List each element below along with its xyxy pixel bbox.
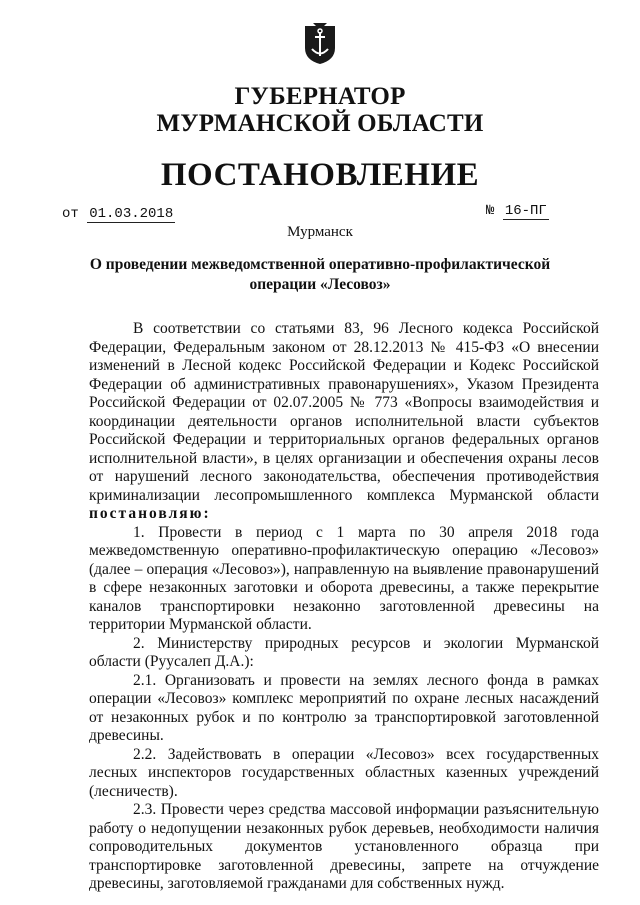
coat-of-arms-icon xyxy=(303,22,337,66)
paragraph-2: 2. Министерству природных ресурсов и экологии Мурманской области (Руусалеп Д.А.): xyxy=(89,634,599,670)
document-type: ПОСТАНОВЛЕНИЕ xyxy=(160,157,480,193)
paragraph-1: 1. Провести в период с 1 марта по 30 апреля 2018 года межведомственную оперативно-профилактическую операцию «Лесовоз» (далее – операция «Лесовоз»), направленную на выявление правонарушений в сфере незаконных заготовки и оборота древесины, а также перекрытие каналов транспортировки незаконно заготовленной древесины на территории Мурманской области. xyxy=(89,523,599,633)
resolve-word: постановляю: xyxy=(89,505,211,522)
city: Мурманск xyxy=(287,224,353,240)
document-number: 16-ПГ xyxy=(504,203,547,219)
paragraph-2-1: 2.1. Организовать и провести на землях лесного фонда в рамках операции «Лесовоз» комплекс мероприятий по охране лесных насаждений от незаконных рубок и по контролю за транспортировкой заготовленной древесины. xyxy=(89,671,599,744)
document-body xyxy=(89,320,599,894)
document-title: О проведении межведомственной оперативно-профилактической операции «Лесовоз» xyxy=(89,256,551,293)
paragraph-2-3: 2.3. Провести через средства массовой информации разъяснительную работу о недопущении незаконных рубок деревьев, необходимости наличия сопроводительных документов установленного образца при транспортировке заготовленной древесины, запрете на отчуждение древесины, заготовляемой гражданами для собственных нужд. xyxy=(89,801,599,892)
number-row xyxy=(486,203,549,220)
issuer-line-2: МУРМАНСКОЙ ОБЛАСТИ xyxy=(156,110,484,137)
date-row xyxy=(62,206,175,223)
issuer-line-1: ГУБЕРНАТОР xyxy=(234,83,406,110)
preamble-paragraph xyxy=(89,320,599,524)
preamble-text: В соответствии со статьями 83, 96 Лесного кодекса Российской Федерации, Федеральным законом от 28.12.2013 № 415-ФЗ «О внесении изменений в Лесной кодекс Российской Федерации и Кодекс Российской Федерации об административных правонарушениях», Указом Президента Российской Федерации от 02.07.2005 № 773 «Вопросы взаимодействия и координации деятельности органов исполнительной власти субъектов Российской Федерации и территориальных органов федеральных органов исполнительной власти», в целях организации и обеспечения охраны лесов от нарушений лесного законодательства, обеспечения противодействия криминализации лесопромышленного комплекса Мурманской области xyxy=(89,320,599,504)
date-prefix: от xyxy=(62,206,79,222)
document-date: 01.03.2018 xyxy=(89,206,174,222)
paragraph-2-2: 2.2. Задействовать в операции «Лесовоз» всех государственных лесных инспекторов государственных областных казенных учреждений (лесничеств). xyxy=(89,745,599,800)
number-prefix: № xyxy=(486,203,495,219)
